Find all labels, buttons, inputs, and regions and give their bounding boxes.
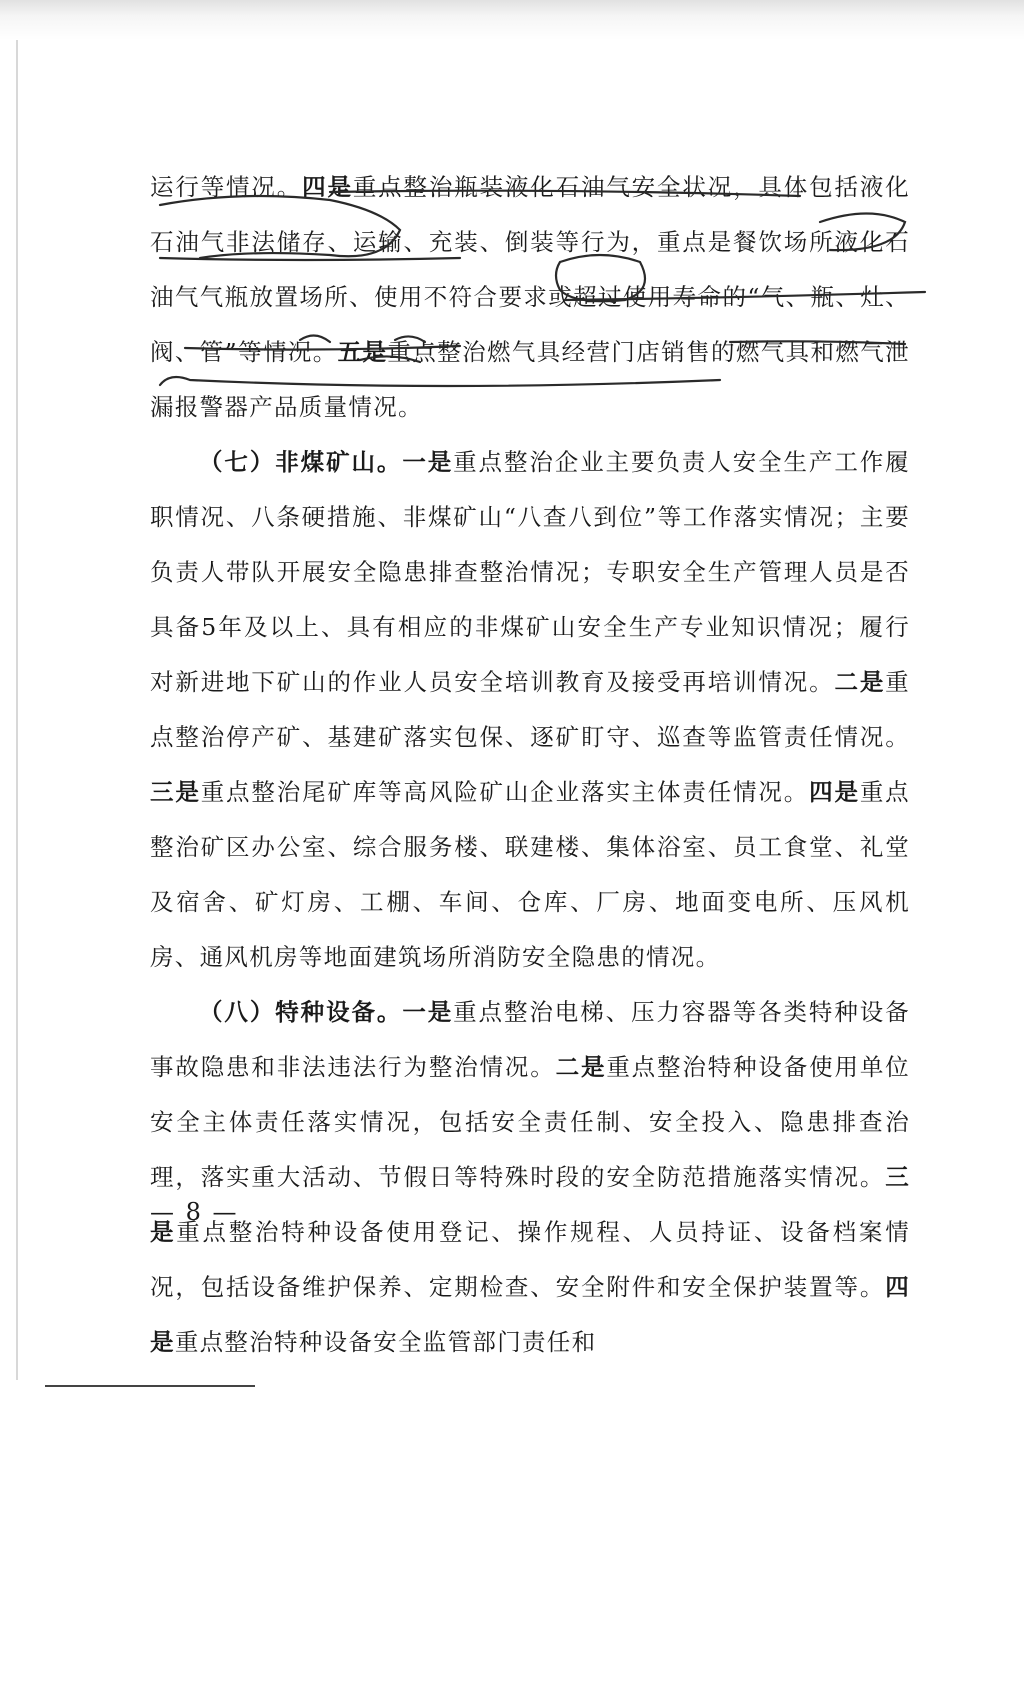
text-run: 重点整治企业主要负责人安全生产工作履职情况、八条硬措施、非煤矿山“八查八到位”等工作落实情况；主要负责人带队开展安全隐患排查整治情况；专职安全生产管理人员是否具备5年及以上、具有相应的非煤矿山安全生产专业知识情况；履行对新进地下矿山的作业人员安全培训教育及接受再培训情况。 xyxy=(150,448,910,696)
paragraph-special-equipment xyxy=(150,985,910,1370)
bold-keyword: 三是 xyxy=(150,778,201,806)
bold-keyword: （七）非煤矿山。 xyxy=(199,448,403,476)
text-run: 重点整治电梯、压力容器等各类特种设备事故隐患和非法违法行为整治情况。 xyxy=(150,998,910,1081)
text-run: 重点整治尾矿库等高风险矿山企业落实主体责任情况。 xyxy=(200,778,810,806)
text-run: 重点整治停产矿、基建矿落实包保、逐矿盯守、巡查等监管责任情况。 xyxy=(150,668,910,751)
paragraph-lpg-safety xyxy=(150,160,910,435)
bold-keyword: 四是 xyxy=(150,1273,910,1356)
text-run: 重点整治矿区办公室、综合服务楼、联建楼、集体浴室、员工食堂、礼堂及宿舍、矿灯房、工棚、车间、仓库、厂房、地面变电所、压风机房、通风机房等地面建筑场所消防安全隐患的情况。 xyxy=(150,778,910,971)
bold-keyword: 一是 xyxy=(402,448,454,476)
paragraph-non-coal-mines xyxy=(150,435,910,985)
document-body xyxy=(150,160,910,1370)
text-run: 重点整治特种设备使用登记、操作规程、人员持证、设备档案情况，包括设备维护保养、定期检查、安全附件和安全保护装置等。 xyxy=(150,1218,910,1301)
text-run: 重点整治特种设备安全监管部门责任和 xyxy=(174,1328,597,1356)
bold-keyword: 四是 xyxy=(809,778,860,806)
bold-keyword: 四是 xyxy=(302,173,353,201)
scan-edge-shadow xyxy=(0,0,1024,40)
text-run: 重点整治瓶装液化石油气安全状况，具体包括液化石油气非法储存、运输、充装、倒装等行为，重点是餐饮场所液化石油气气瓶放置场所、使用不符合要求或超过使用寿命的“气、瓶、灶、阀、管”等情况。 xyxy=(150,173,910,366)
bold-keyword: 五是 xyxy=(337,338,388,366)
bold-keyword: 一是 xyxy=(402,998,454,1026)
page-number: — 8 — xyxy=(150,1198,239,1226)
scan-cut-line xyxy=(45,1385,255,1387)
bold-keyword: 二是 xyxy=(834,668,886,696)
bold-keyword: 二是 xyxy=(555,1053,607,1081)
scan-left-edge xyxy=(16,40,18,1380)
bold-keyword: （八）特种设备。 xyxy=(199,998,403,1026)
bold-keyword: 三是 xyxy=(150,1163,910,1246)
text-run: 重点整治燃气具经营门店销售的燃气具和燃气泄漏报警器产品质量情况。 xyxy=(150,338,910,421)
text-run: 运行等情况。 xyxy=(150,173,303,201)
text-run: 重点整治特种设备使用单位安全主体责任落实情况，包括安全责任制、安全投入、隐患排查治理，落实重大活动、节假日等特殊时段的安全防范措施落实情况。 xyxy=(150,1053,910,1191)
